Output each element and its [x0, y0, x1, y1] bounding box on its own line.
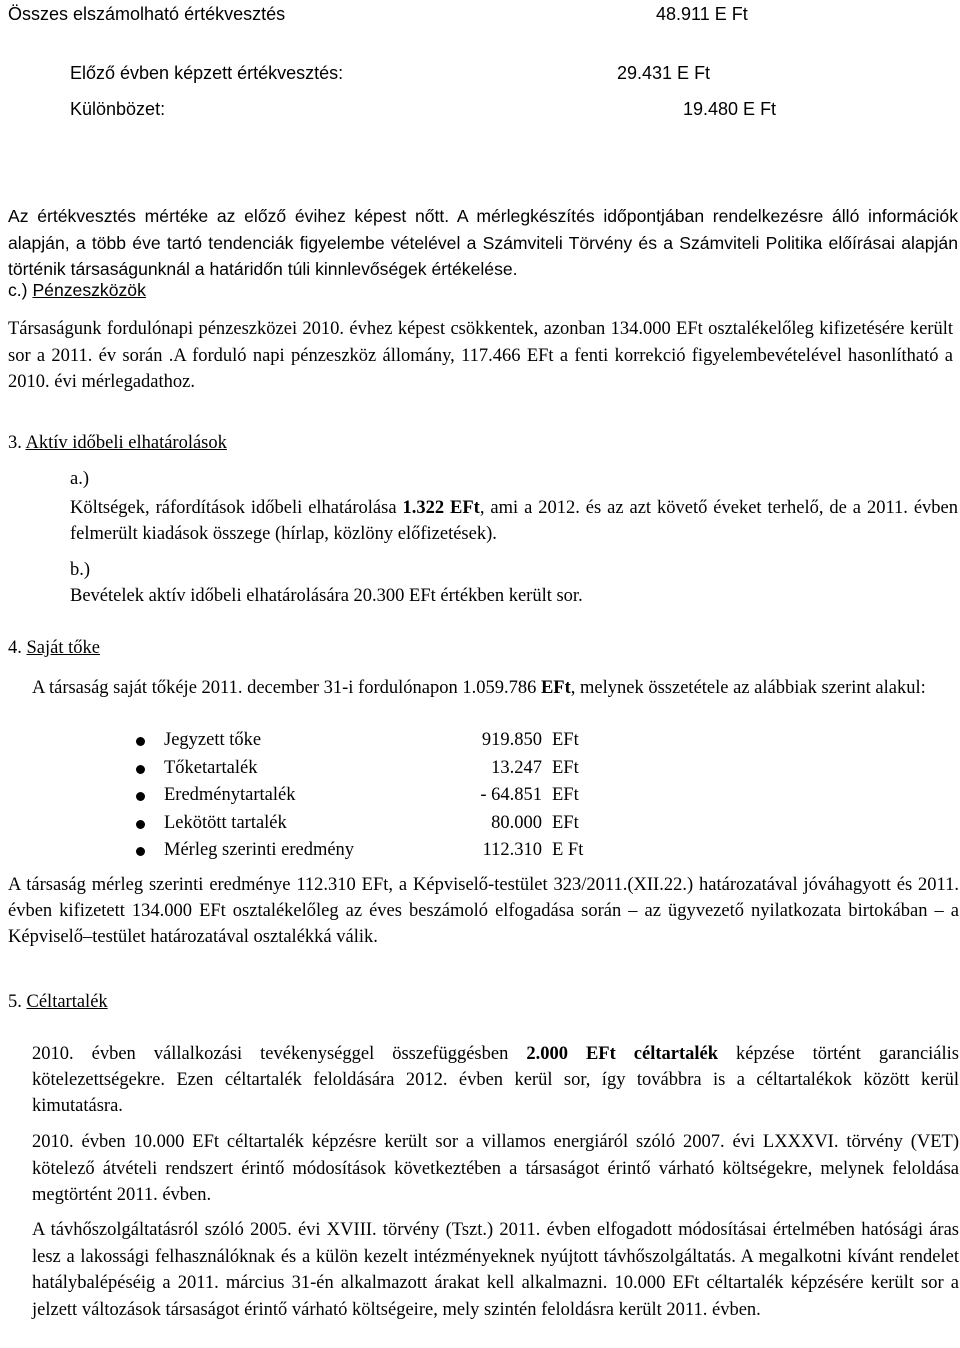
section-5-title: Céltartalék	[26, 992, 108, 1012]
impairment-paragraph: Az értékvesztés mértéke az előző évihez képest nőtt. A mérlegkészítés időpontjában rendelkezésre álló információk alapján, a több éve tartó tendenciák figyelembe vételével a Számviteli Törvény és a Számviteli Politika előírásai alapján történik társaságunknál a határidőn túli kinnlevőségek értékelése.	[8, 206, 958, 279]
section-c-prefix: c.)	[8, 280, 28, 300]
prev-impairment-value: 29.431 E Ft	[617, 63, 711, 83]
section-3b-label: b.)	[70, 560, 91, 580]
section-3-number: 3.	[8, 433, 22, 453]
prev-impairment-label: Előző évben képzett értékvesztés:	[70, 63, 344, 83]
section-4-heading	[8, 638, 100, 659]
total-impairment-value: 48.911 E Ft	[656, 4, 748, 24]
equity-item-label: Lekötött tartalék	[164, 812, 287, 833]
section-5-p1	[32, 1041, 959, 1119]
section-3b-text: Bevételek aktív időbeli elhatárolására 20.300 EFt értékben került sor.	[70, 586, 583, 606]
equity-item-unit: EFt	[552, 730, 579, 750]
bullet-icon	[136, 792, 145, 801]
section-4-title: Saját tőke	[26, 638, 100, 658]
section-3a-text-post: , ami a 2012. és az azt követő éveket terhelő, de a 2011. évben felmerült kiadások összege (hírlap, közlöny előfizetések).	[70, 498, 958, 544]
section-3-heading	[8, 433, 227, 454]
section-4-number: 4.	[8, 638, 22, 658]
difference-label: Különbözet:	[70, 99, 166, 119]
section-5-p3: A távhőszolgáltatásról szóló 2005. évi XVIII. törvény (Tszt.) 2011. évben elfogadott módosításai értelmében hatósági áras lesz a lakossági felhasználóknak és a külön kezelt intézményeknek nyújtott távhőszolgáltatás. A megalkotni kívánt rendelet hatálybalépéséig a 2011. március 31-én alkalmazott árakat kell alkalmazni. 10.000 EFt céltartalék képzésére került sor a jelzett változások társaságot érintő várható költségeire, mely szintén feloldásra került 2011. évben.	[32, 1220, 959, 1320]
section-c-text: Társaságunk fordulónapi pénzeszközei 2010. évhez képest csökkentek, azonban 134.000 EFt osztalékelőleg kifizetésére került sor a 2011. év során .A forduló napi pénzeszköz állomány, 117.466 EFt a fenti korrekció figyelembevételével hasonlítható a 2010. évi mérlegadathoz.	[8, 319, 953, 392]
equity-item-amount: 112.310	[482, 840, 542, 860]
bullet-icon	[136, 820, 145, 829]
section-5-p2: 2010. évben 10.000 EFt céltartalék képzésre került sor a villamos energiáról szóló 2007. évi LXXXVI. törvény (VET) kötelező átvételi rendszert érintő módosítások következtében a társaságot érintő várható költségekre, melynek feloldása megtörtént 2011. évben.	[32, 1132, 959, 1205]
section-c-heading	[8, 280, 146, 301]
section-5-p1-post: képzése történt garanciális kötelezettségekre. Ezen céltartalék feloldására 2012. évben kerül sor, így továbbra is a céltartalékok között kerül kimutatásra.	[32, 1044, 959, 1116]
section-5-p1-pre: 2010. évben vállalkozási tevékenységgel összefüggésben	[32, 1044, 527, 1064]
section-3-title: Aktív időbeli elhatárolások	[25, 433, 227, 453]
equity-item-label: Mérleg szerinti eredmény	[164, 840, 355, 860]
equity-item-unit: E Ft	[552, 840, 584, 860]
equity-item-unit: EFt	[552, 812, 579, 833]
bullet-icon	[136, 737, 145, 746]
section-5-p1-amount: 2.000 EFt céltartalék	[526, 1044, 719, 1064]
bullet-icon	[136, 847, 145, 856]
section-3a-text	[70, 495, 958, 547]
section-c-title: Pénzeszközök	[32, 280, 146, 300]
equity-item-unit: EFt	[552, 757, 579, 778]
section-4-intro-post: , melynek összetétele az alábbiak szerint alakul:	[570, 678, 926, 698]
equity-item-amount: 13.247	[491, 757, 542, 778]
bullet-icon	[136, 765, 145, 774]
difference-value: 19.480 E Ft	[683, 99, 777, 119]
section-4-intro	[32, 676, 959, 701]
section-5-heading	[8, 992, 108, 1013]
section-4-closing: A társaság mérleg szerinti eredménye 112.310 EFt, a Képviselő-testület 323/2011.(XII.22.) határozatával jóváhagyott és 2011. évben kifizetett 134.000 EFt osztalékelőleg az éves beszámoló elfogadása során – az ügyvezető nyilatkozata birtokában – a Képviselő–testület határozatával osztalékká válik.	[8, 875, 959, 947]
equity-item-label: Eredménytartalék	[164, 785, 296, 805]
section-5-number: 5.	[8, 992, 22, 1012]
section-3a-text-pre: Költségek, ráfordítások időbeli elhatárolása	[70, 498, 403, 518]
section-3a-label: a.)	[70, 469, 89, 489]
equity-item-amount: - 64.851	[480, 785, 542, 805]
total-impairment-label: Összes elszámolható értékvesztés	[8, 4, 286, 24]
equity-item-label: Jegyzett tőke	[164, 730, 262, 750]
equity-item-amount: 919.850	[481, 730, 542, 750]
section-4-intro-unit: EFt	[540, 678, 571, 698]
equity-item-label: Tőketartalék	[164, 757, 258, 778]
section-4-intro-pre: A társaság saját tőkéje 2011. december 31-i fordulónapon 1.059.786	[32, 678, 541, 698]
equity-item-unit: EFt	[552, 785, 579, 805]
section-3a-amount: 1.322 EFt	[402, 498, 480, 518]
equity-item-amount: 80.000	[491, 812, 542, 833]
